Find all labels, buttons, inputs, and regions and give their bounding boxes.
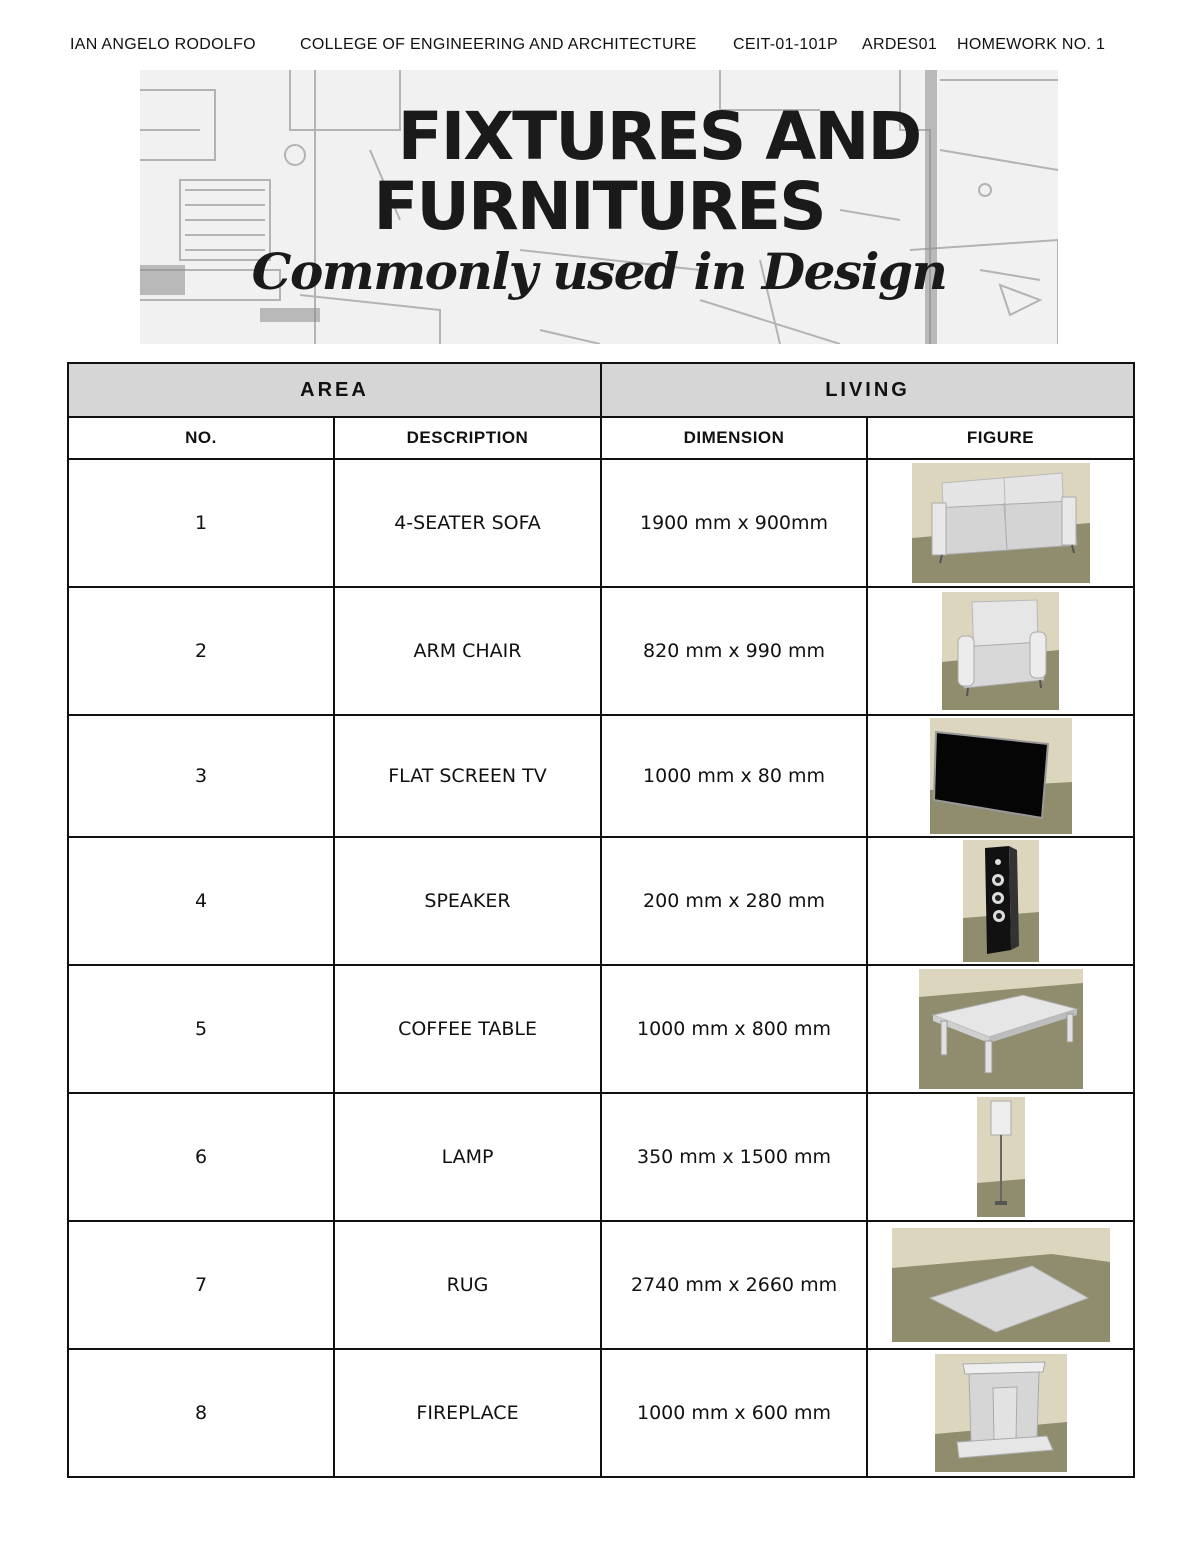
row-dimension: 1000 mm x 800 mm bbox=[601, 965, 867, 1093]
fireplace-figure bbox=[935, 1354, 1067, 1472]
row-description: 4-SEATER SOFA bbox=[334, 459, 601, 587]
table-row bbox=[68, 1349, 1134, 1477]
row-figure-cell bbox=[867, 459, 1134, 587]
row-description: RUG bbox=[334, 1221, 601, 1349]
table-row bbox=[68, 587, 1134, 715]
row-number: 4 bbox=[68, 837, 334, 965]
column-header-row bbox=[68, 417, 1134, 459]
table-row bbox=[68, 965, 1134, 1093]
furniture-table bbox=[67, 362, 1135, 1478]
row-dimension: 1900 mm x 900mm bbox=[601, 459, 867, 587]
row-number: 2 bbox=[68, 587, 334, 715]
row-number: 8 bbox=[68, 1349, 334, 1477]
college-name: COLLEGE OF ENGINEERING AND ARCHITECTURE bbox=[300, 36, 697, 53]
column-header-figure: FIGURE bbox=[867, 417, 1134, 459]
banner-title-line2: FURNITURES bbox=[373, 168, 825, 245]
row-description: LAMP bbox=[334, 1093, 601, 1221]
row-description: SPEAKER bbox=[334, 837, 601, 965]
column-header-no: NO. bbox=[68, 417, 334, 459]
row-dimension: 200 mm x 280 mm bbox=[601, 837, 867, 965]
row-figure-cell bbox=[867, 1221, 1134, 1349]
row-number: 6 bbox=[68, 1093, 334, 1221]
area-label: AREA bbox=[68, 363, 601, 417]
row-description: ARM CHAIR bbox=[334, 587, 601, 715]
table-row bbox=[68, 459, 1134, 587]
row-number: 1 bbox=[68, 459, 334, 587]
row-figure-cell bbox=[867, 587, 1134, 715]
course-code: ARDES01 bbox=[862, 36, 938, 53]
row-description: FLAT SCREEN TV bbox=[334, 715, 601, 837]
banner-subtitle: Commonly used in Design bbox=[251, 242, 947, 301]
row-dimension: 350 mm x 1500 mm bbox=[601, 1093, 867, 1221]
row-dimension: 820 mm x 990 mm bbox=[601, 587, 867, 715]
student-name: IAN ANGELO RODOLFO bbox=[70, 36, 256, 53]
column-header-dimension: DIMENSION bbox=[601, 417, 867, 459]
row-figure-cell bbox=[867, 1093, 1134, 1221]
row-figure-cell bbox=[867, 837, 1134, 965]
section-code: CEIT-01-101P bbox=[733, 36, 838, 53]
row-description: FIREPLACE bbox=[334, 1349, 601, 1477]
column-header-description: DESCRIPTION bbox=[334, 417, 601, 459]
table-row bbox=[68, 837, 1134, 965]
table-row bbox=[68, 1093, 1134, 1221]
row-dimension: 1000 mm x 80 mm bbox=[601, 715, 867, 837]
coffee-table-figure bbox=[919, 969, 1083, 1089]
speaker-figure bbox=[963, 840, 1039, 962]
row-figure-cell bbox=[867, 965, 1134, 1093]
table-row bbox=[68, 715, 1134, 837]
assignment-label: HOMEWORK NO. 1 bbox=[957, 36, 1106, 53]
sofa-figure bbox=[912, 463, 1090, 583]
banner-title-line1: FIXTURES AND bbox=[397, 98, 921, 175]
row-figure-cell bbox=[867, 715, 1134, 837]
row-number: 5 bbox=[68, 965, 334, 1093]
row-figure-cell bbox=[867, 1349, 1134, 1477]
area-value: LIVING bbox=[601, 363, 1134, 417]
lamp-figure bbox=[977, 1097, 1025, 1217]
tv-figure bbox=[930, 718, 1072, 834]
row-description: COFFEE TABLE bbox=[334, 965, 601, 1093]
rug-figure bbox=[892, 1228, 1110, 1342]
row-number: 7 bbox=[68, 1221, 334, 1349]
armchair-figure bbox=[942, 592, 1059, 710]
document-header bbox=[70, 36, 1130, 54]
title-banner bbox=[140, 70, 1058, 344]
area-row bbox=[68, 363, 1134, 417]
row-number: 3 bbox=[68, 715, 334, 837]
table-row bbox=[68, 1221, 1134, 1349]
row-dimension: 1000 mm x 600 mm bbox=[601, 1349, 867, 1477]
row-dimension: 2740 mm x 2660 mm bbox=[601, 1221, 867, 1349]
